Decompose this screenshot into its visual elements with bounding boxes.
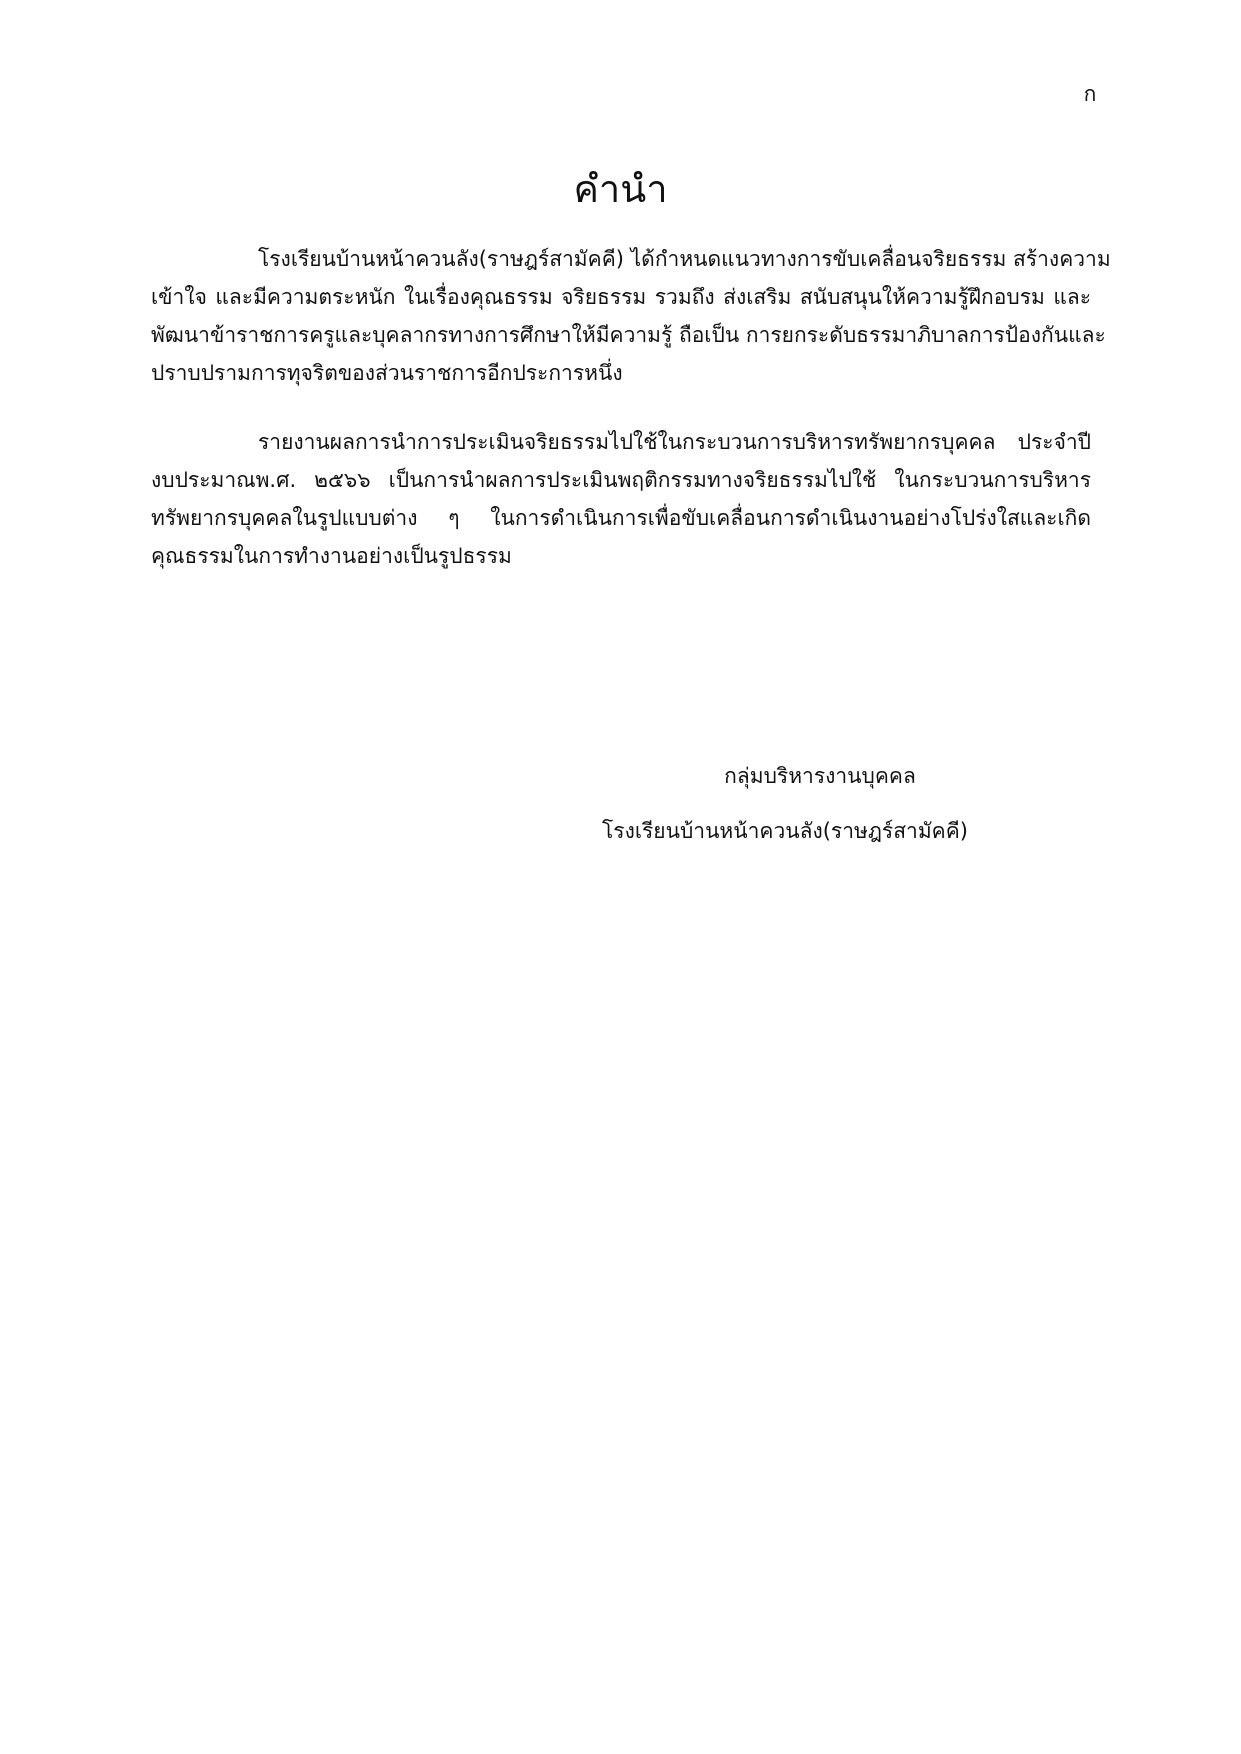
paragraph-line: โรงเรียนบ้านหน้าควนลัง(ราษฎร์สามัคคี) ได้กำหนดแนวทางการขับเคลื่อนจริยธรรม สร้างความ: [258, 247, 1111, 271]
paragraph-line: งบประมาณพ.ศ. ๒๕๖๖ เป็นการนำผลการประเมินพฤติกรรมทางจริยธรรมไปใช้ ในกระบวนการบริหาร: [151, 468, 1091, 492]
page-number: ก: [1083, 82, 1097, 106]
paragraph-line: เข้าใจ และมีความตระหนัก ในเรื่องคุณธรรม จริยธรรม รวมถึง ส่งเสริม สนับสนุนให้ความรู้ฝึกอบรม และ: [151, 285, 1091, 309]
paragraph-line: รายงานผลการนำการประเมินจริยธรรมไปใช้ในกระบวนการบริหารทรัพยากรบุคคล ประจำปี: [258, 430, 1091, 454]
paragraph-line: ปราบปรามการทุจริตของส่วนราชการอีกประการหนึ่ง: [151, 361, 623, 385]
paragraph-report: [151, 423, 1091, 575]
paragraph-line: พัฒนาข้าราชการครูและบุคลากรทางการศึกษาให้มีความรู้ ถือเป็น การยกระดับธรรมาภิบาลการป้องกันและ: [151, 323, 1106, 347]
signature-school-name: โรงเรียนบ้านหน้าควนลัง(ราษฎร์สามัคคี): [602, 819, 968, 843]
paragraph-introduction: [151, 240, 1111, 392]
document-title: คำนำ: [573, 167, 668, 211]
signature-department: กลุ่มบริหารงานบุคคล: [724, 764, 916, 788]
paragraph-line: ทรัพยากรบุคคลในรูปแบบต่าง ๆ ในการดำเนินการเพื่อขับเคลื่อนการดำเนินงานอย่างโปร่งใสและเกิด: [151, 506, 1091, 530]
paragraph-line: คุณธรรมในการทำงานอย่างเป็นรูปธรรม: [151, 544, 512, 568]
